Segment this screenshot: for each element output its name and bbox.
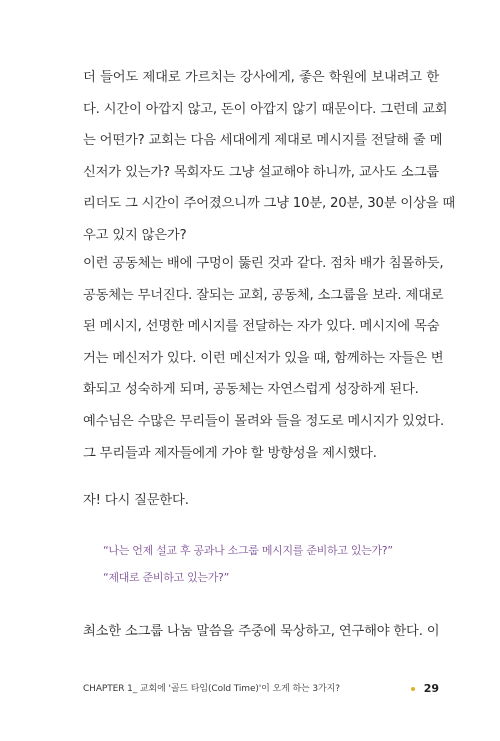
- paragraph-5: [83, 616, 439, 648]
- text-line: 공동체는 무너진다. 잘되는 교회, 공동체, 소그룹을 보라. 제대로: [83, 287, 444, 303]
- paragraph-3: [83, 406, 444, 469]
- text-line: 이런 공동체는 배에 구멍이 뚫린 것과 같다. 점차 배가 침몰하듯,: [83, 256, 444, 271]
- text-line: 그 무리들과 제자들에게 가야 할 방향성을 제시했다.: [83, 445, 377, 461]
- text-line: 더 들어도 제대로 가르치는 강사에게, 좋은 학원에 보내려고 한: [83, 70, 439, 85]
- text-line: 신저가 있는가? 목회자도 그냥 설교해야 하니까, 교사도 소그룹: [83, 164, 439, 180]
- quote-line: “나는 언제 설교 후 공과나 소그룹 메시지를 준비하고 있는가?”: [103, 544, 393, 557]
- text-line: 우고 있지 않은가?: [83, 227, 187, 243]
- text-line: 화되고 성숙하게 되며, 공동체는 자연스럽게 성장하게 된다.: [83, 382, 419, 397]
- bullet-dot-icon: [411, 687, 415, 691]
- quote-block: [103, 537, 443, 591]
- text-line: 는 어떤가? 교회는 다음 세대에게 제대로 메시지를 전달해 줄 메: [83, 133, 443, 148]
- page-number: 29: [423, 682, 439, 695]
- running-footer-chapter: CHAPTER 1_ 교회에 '골드 타임(Cold Time)'이 오게 하는 3가지?: [83, 684, 340, 694]
- quote-line: “제대로 준비하고 있는가?”: [103, 571, 229, 584]
- paragraph-1: [83, 62, 456, 251]
- page-footer: [83, 681, 439, 697]
- text-line: 거는 메신저가 있다. 이런 메신저가 있을 때, 함께하는 자들은 변: [83, 350, 444, 366]
- text-line: 최소한 소그룹 나눔 말씀을 주중에 묵상하고, 연구해야 한다. 이: [83, 624, 440, 639]
- text-line: 자! 다시 질문한다.: [83, 493, 189, 508]
- text-line: 리더도 그 시간이 주어졌으니까 그냥 10분, 20분, 30분 이상을 때: [83, 196, 456, 211]
- text-line: 예수님은 수많은 무리들이 몰려와 들을 정도로 메시지가 있었다.: [83, 414, 444, 429]
- paragraph-4: [83, 485, 439, 517]
- paragraph-2: [83, 248, 444, 406]
- text-line: 된 메시지, 선명한 메시지를 전달하는 자가 있다. 메시지에 목숨: [83, 319, 440, 334]
- text-line: 다. 시간이 아깝지 않고, 돈이 아깝지 않기 때문이다. 그런데 교회: [83, 101, 448, 117]
